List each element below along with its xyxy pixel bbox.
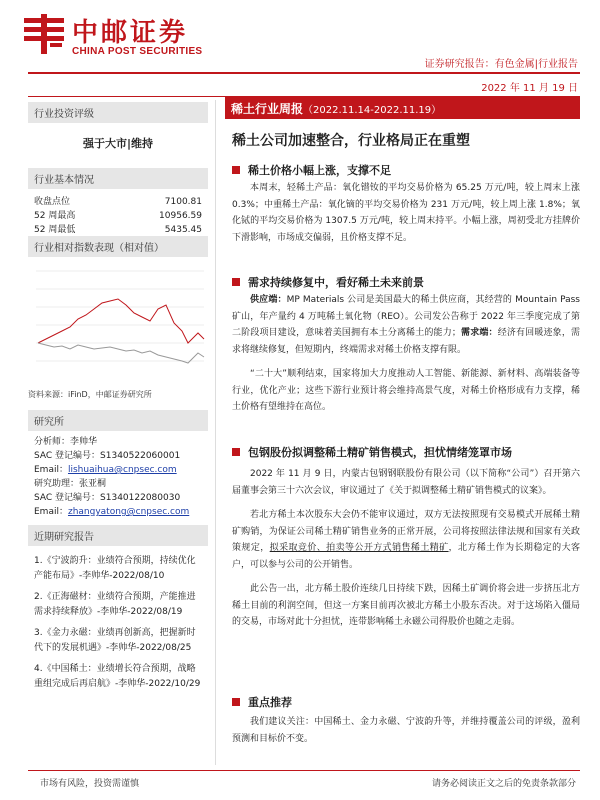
- section-paragraph: 若北方稀土本次股东大会仍不能审议通过，双方无法按照现有交易模式开展稀土精矿购销，为保证公司稀土精矿销售业务的正常开展，公司将按照法律法规和国家有关政策规定，拟采取竞价、拍卖等公开方式销售稀土精矿，北方稀土作为长期稳定的大客户，可以参与公司的公开销售。: [232, 510, 580, 570]
- section-paragraph: “二十大”顺利结束，国家将加大力度推动人工智能、新能源、新材料、高端装备等行业，优化产业；这些下游行业预计将会维持高景气度，对稀土价格形成有力支撑，稀土价格有望维持在高位。: [232, 369, 580, 412]
- section-paragraph: 本周末，轻稀土产品：氧化镨钕的平均交易价格为 65.25 万元/吨，较上周末上涨 0.3%；中重稀土产品：氧化镝的平均交易价格为 231 万元/吨，较上周上涨 1.8%；氧化铽的平均交易价格为 1307.5 万元/吨，较上周末持平。小幅上涨，周初受北方挂牌价下滑影响，市场成交偏弱，且价格支撑不足。: [232, 183, 580, 243]
- industry-index-line: [38, 299, 204, 343]
- section-recommend: [232, 694, 580, 747]
- rating-title: 行业投资评级: [28, 102, 208, 123]
- report-title-bar: [225, 97, 580, 119]
- section-title: 包钢股份拟调整稀土精矿销售模式，担忧情绪笼罩市场: [248, 446, 512, 459]
- brand-name-cn: 中邮证券: [72, 18, 189, 48]
- stat-row: [28, 209, 208, 223]
- recent-section: [28, 525, 208, 698]
- analyst-name: 分析师：李帅华: [34, 437, 98, 447]
- rating-section: [28, 102, 208, 123]
- section-paragraph: 我们建议关注：中国稀土、金力永磁、宁波韵升等，并维持覆盖公司的评级，盈利预测和目标价不变。: [232, 717, 580, 744]
- stat-value: 5435.45: [164, 225, 202, 235]
- basics-section: [28, 168, 208, 237]
- recent-report[interactable]: 3.《金力永磁：业绩再创新高，把握新时代下的发展机遇》-李帅华-2022/08/25: [34, 628, 196, 653]
- bullet-square-icon: [232, 448, 240, 456]
- section-title: 重点推荐: [248, 696, 292, 709]
- section-price: [232, 162, 580, 246]
- section-paragraph: 此公告一出，北方稀土股价连续几日持续下跌，因稀土矿调价将会进一步挤压北方稀土目前的利润空间，但这一方案目前再次被北方稀土小股东否决。对于这场陷入僵局的交易，市场对此十分担忧，连带影响稀土永磁公司得股价也随之走弱。: [232, 584, 580, 627]
- bullet-square-icon: [232, 278, 240, 286]
- index-section: [28, 236, 208, 400]
- footer-disclaimer: 请务必阅读正文之后的免责条款部分: [431, 779, 576, 789]
- assistant-email-row: Email：zhangyatong@cnpsec.com: [34, 507, 190, 517]
- brand-name-en: CHINA POST SECURITIES: [72, 46, 203, 57]
- benchmark-index-line: [38, 343, 204, 363]
- bullet-square-icon: [232, 166, 240, 174]
- recent-title: 近期研究报告: [28, 525, 208, 546]
- index-title: 行业相对指数表现（相对值）: [28, 236, 208, 257]
- stat-label: 收盘点位: [34, 197, 71, 207]
- headline: 稀土公司加速整合，行业格局正在重塑: [232, 133, 470, 149]
- team-title: 研究所: [28, 410, 208, 431]
- relative-index-chart: [28, 261, 208, 381]
- stat-value: 7100.81: [164, 197, 202, 207]
- report-date: 2022 年 11 月 19 日: [481, 83, 578, 94]
- bullet-square-icon: [232, 698, 240, 706]
- header-divider: [28, 72, 580, 74]
- company-logo: [22, 10, 212, 62]
- analyst-email-link[interactable]: lishuaihua@cnpsec.com: [67, 465, 177, 475]
- section-paragraph: 2022 年 11 月 9 日，内蒙古包钢钢联股份有限公司（以下简称“公司”）召开第六届董事会第三十六次会议，审议通过了《关于拟调整稀土精矿销售模式的议案》。: [232, 469, 580, 496]
- stat-label: 52 周最高: [34, 211, 76, 221]
- recent-report[interactable]: 2.《正海磁材：业绩符合预期，产能推进需求持续释放》-李帅华-2022/08/19: [34, 592, 196, 617]
- stat-label: 52 周最低: [34, 225, 76, 235]
- footer-risk: 市场有风险，投资需谨慎: [40, 779, 140, 789]
- china-post-logo-icon: [22, 12, 66, 56]
- section-baogang: [232, 444, 580, 631]
- column-divider: [215, 100, 216, 765]
- section-demand: [232, 274, 580, 416]
- report-title: 稀土行业周报: [231, 102, 304, 116]
- report-period: （2022.11.14-2022.11.19）: [303, 105, 442, 116]
- footer-divider: [28, 770, 580, 771]
- section-title: 需求持续修复中，看好稀土未来前景: [248, 276, 424, 289]
- team-section: [28, 410, 208, 519]
- report-type: 证券研究报告：有色金属|行业报告: [424, 59, 578, 70]
- stat-row: [28, 195, 208, 209]
- section-title: 稀土价格小幅上涨，支撑不足: [248, 164, 391, 177]
- recent-report[interactable]: 4.《中国稀土：业绩增长符合预期，战略重组完成后再启航》-李帅华-2022/10/29: [34, 664, 201, 689]
- industry-rating: 强于大市|维持: [82, 137, 154, 150]
- stat-row: [28, 223, 208, 237]
- section-paragraph: 供应端：MP Materials 公司是美国最大的稀土供应商，其经营的 Mountain Pass 矿山，年产量约 4 万吨稀土氧化物（REO）。公司发公告称于 2022 年三季度完成了第二阶段项目建设，意味着美国拥有本土分离稀土的能力；需求端：经济有回暖迹象，需求将继续修复，但短期内，终端需求对稀土价格支撑有限。: [232, 295, 580, 355]
- recent-report[interactable]: 1.《宁波韵升：业绩符合预期，持续优化产能布局》-李帅华-2022/08/10: [34, 556, 196, 581]
- analyst-email-row: Email：lishuaihua@cnpsec.com: [34, 465, 177, 475]
- assistant-email-link[interactable]: zhangyatong@cnpsec.com: [67, 507, 190, 517]
- stat-value: 10956.59: [159, 211, 202, 221]
- assistant-name: 研究助理：张亚桐: [34, 479, 107, 489]
- analyst-sac: SAC 登记编号：S1340522060001: [34, 451, 181, 461]
- chart-source: 资料来源：iFinD，中邮证券研究所: [28, 390, 152, 399]
- assistant-sac: SAC 登记编号：S1340122080030: [34, 493, 181, 503]
- basics-title: 行业基本情况: [28, 168, 208, 189]
